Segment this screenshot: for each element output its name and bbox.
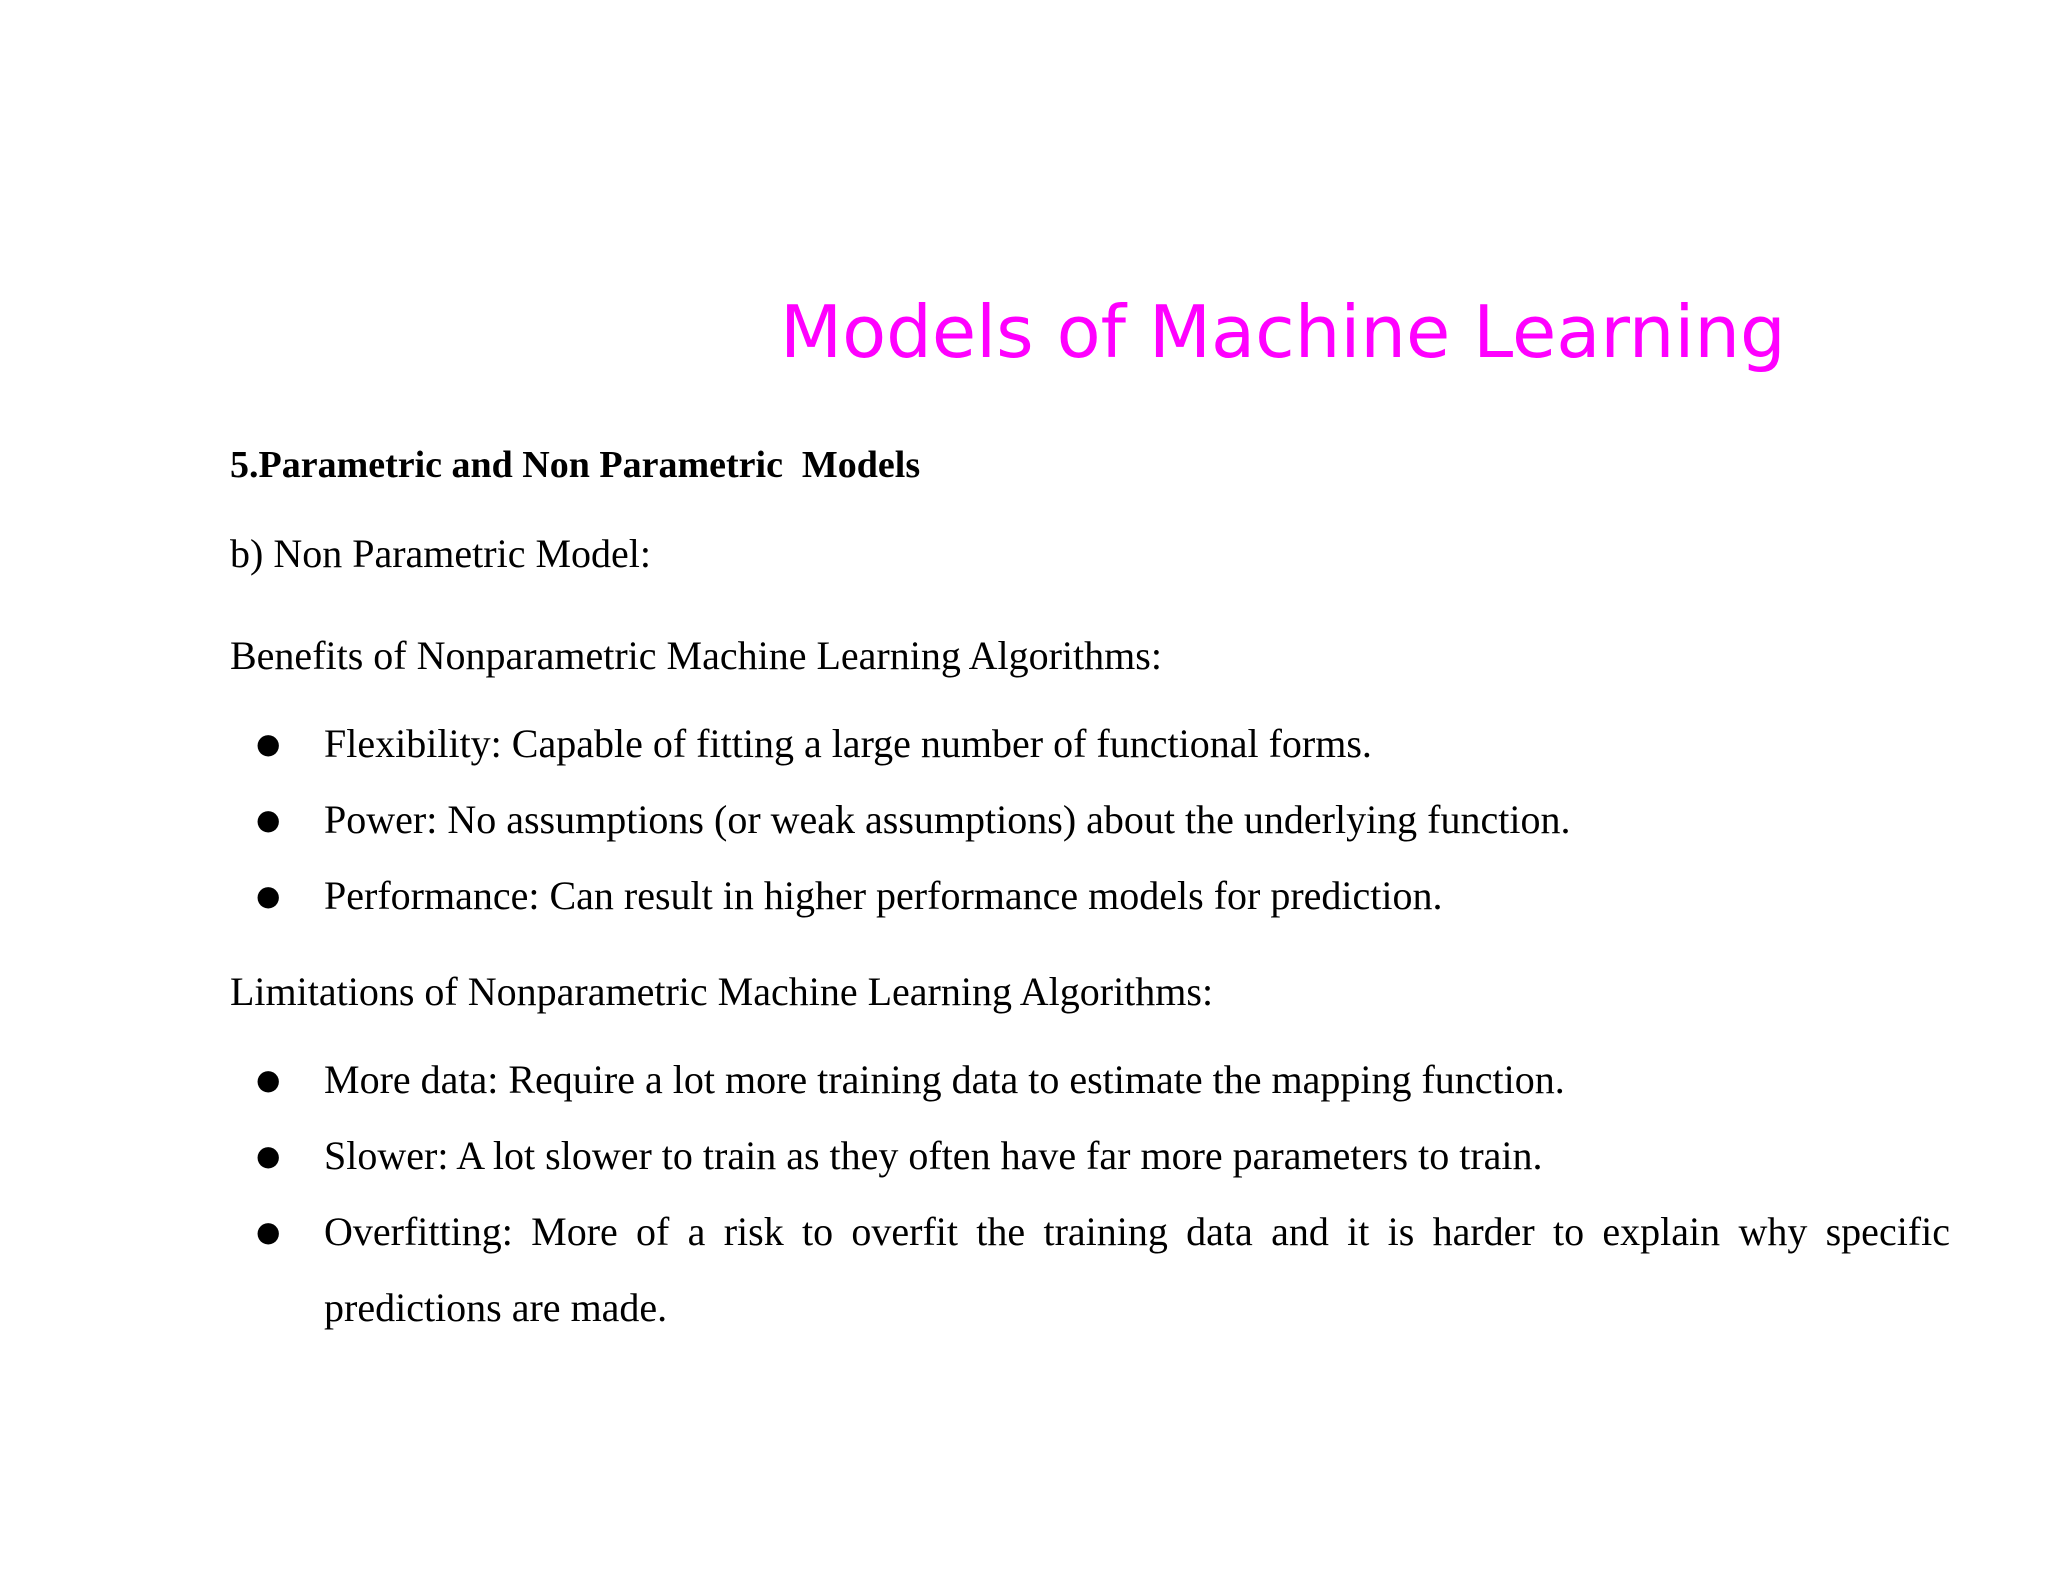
bullet-icon: ● bbox=[256, 1139, 281, 1172]
benefits-list bbox=[230, 706, 1950, 934]
bullet-icon: ● bbox=[256, 803, 281, 836]
bullet-icon: ● bbox=[256, 1063, 281, 1096]
list-item bbox=[230, 782, 1950, 858]
limitation-more-data: More data: Require a lot more training data to estimate the mapping function. bbox=[324, 1057, 1565, 1102]
list-item bbox=[230, 1118, 1950, 1194]
bullet-icon: ● bbox=[256, 727, 281, 760]
section-heading: 5.Parametric and Non Parametric Models bbox=[230, 444, 921, 486]
bullet-icon: ● bbox=[256, 879, 281, 912]
benefit-power: Power: No assumptions (or weak assumptions) about the underlying function. bbox=[324, 797, 1571, 842]
limitations-list bbox=[230, 1042, 1950, 1346]
benefit-performance: Performance: Can result in higher performance models for prediction. bbox=[324, 873, 1443, 918]
list-item bbox=[230, 858, 1950, 934]
list-item bbox=[230, 1194, 1950, 1346]
limitations-title: Limitations of Nonparametric Machine Learning Algorithms: bbox=[230, 969, 1214, 1014]
benefits-title: Benefits of Nonparametric Machine Learning Algorithms: bbox=[230, 633, 1162, 678]
page-title: Models of Machine Learning bbox=[780, 290, 1786, 374]
limitation-slower: Slower: A lot slower to train as they often have far more parameters to train. bbox=[324, 1133, 1543, 1178]
list-item bbox=[230, 706, 1950, 782]
list-item bbox=[230, 1042, 1950, 1118]
subsection-heading: b) Non Parametric Model: bbox=[230, 531, 651, 576]
limitation-overfitting: Overfitting: More of a risk to overfit the training data and it is harder to explain why specific predictions are made. bbox=[324, 1209, 1950, 1330]
benefit-flexibility: Flexibility: Capable of fitting a large number of functional forms. bbox=[324, 721, 1372, 766]
bullet-icon: ● bbox=[256, 1215, 281, 1248]
